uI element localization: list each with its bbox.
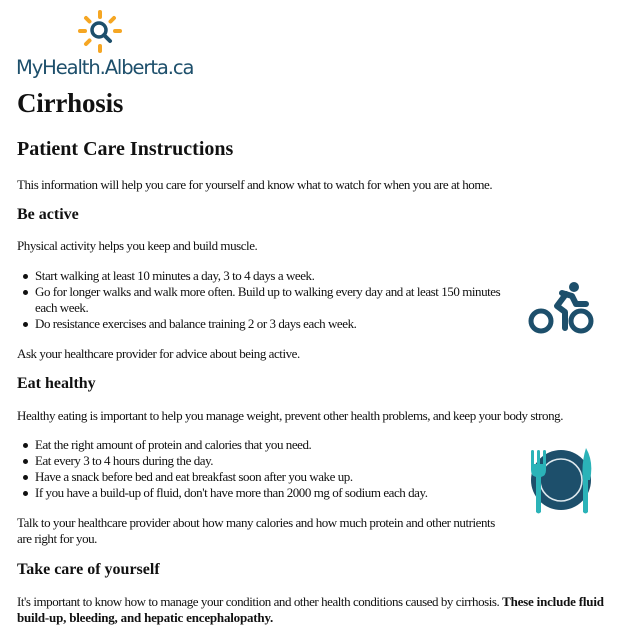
list-item: Do resistance exercises and balance training 2 or 3 days each week.: [35, 316, 505, 332]
myhealth-alberta-logo: [16, 10, 196, 80]
plate-fork-knife-icon: [526, 444, 596, 516]
page-subtitle: Patient Care Instructions: [17, 138, 234, 160]
list-item: Start walking at least 10 minutes a day, 3 to 4 days a week.: [35, 268, 505, 284]
list-item: Have a snack before bed and eat breakfast soon after you wake up.: [35, 469, 525, 485]
section-lead: [17, 594, 617, 626]
section-lead-text: It's important to know how to manage your condition and other health conditions caused by cirrhosis.: [17, 594, 500, 609]
list-item: Eat the right amount of protein and calories that you need.: [35, 437, 525, 453]
section-closing: Talk to your healthcare provider about how many calories and how much protein and other nutrients are right for you.: [17, 515, 495, 546]
bullet-list-eat-healthy: [17, 437, 525, 501]
intro-text: This information will help you care for yourself and know what to watch for when you are at home.: [17, 177, 493, 192]
section-lead-emphasis: These include fluid build-up, bleeding, and hepatic encephalopathy.: [17, 594, 604, 625]
bullet-list-be-active: [17, 268, 505, 332]
list-item: Go for longer walks and walk more often. Build up to walking every day and at least 150 minutes each week.: [35, 284, 505, 316]
sun-magnifier-icon: [78, 10, 122, 54]
logo-text: MyHealth.Alberta.ca: [16, 56, 194, 79]
cyclist-icon: [528, 279, 594, 335]
page-title: Cirrhosis: [17, 88, 124, 118]
section-heading-eat-healthy: Eat healthy: [17, 375, 96, 392]
section-heading-take-care: Take care of yourself: [17, 561, 160, 578]
section-heading-be-active: Be active: [17, 206, 79, 223]
section-lead: Healthy eating is important to help you manage weight, prevent other health problems, and keep your body strong.: [17, 408, 564, 423]
list-item: If you have a build-up of fluid, don't have more than 2000 mg of sodium each day.: [35, 485, 525, 501]
section-closing: Ask your healthcare provider for advice about being active.: [17, 346, 300, 361]
list-item: Eat every 3 to 4 hours during the day.: [35, 453, 525, 469]
section-lead: Physical activity helps you keep and build muscle.: [17, 238, 258, 253]
